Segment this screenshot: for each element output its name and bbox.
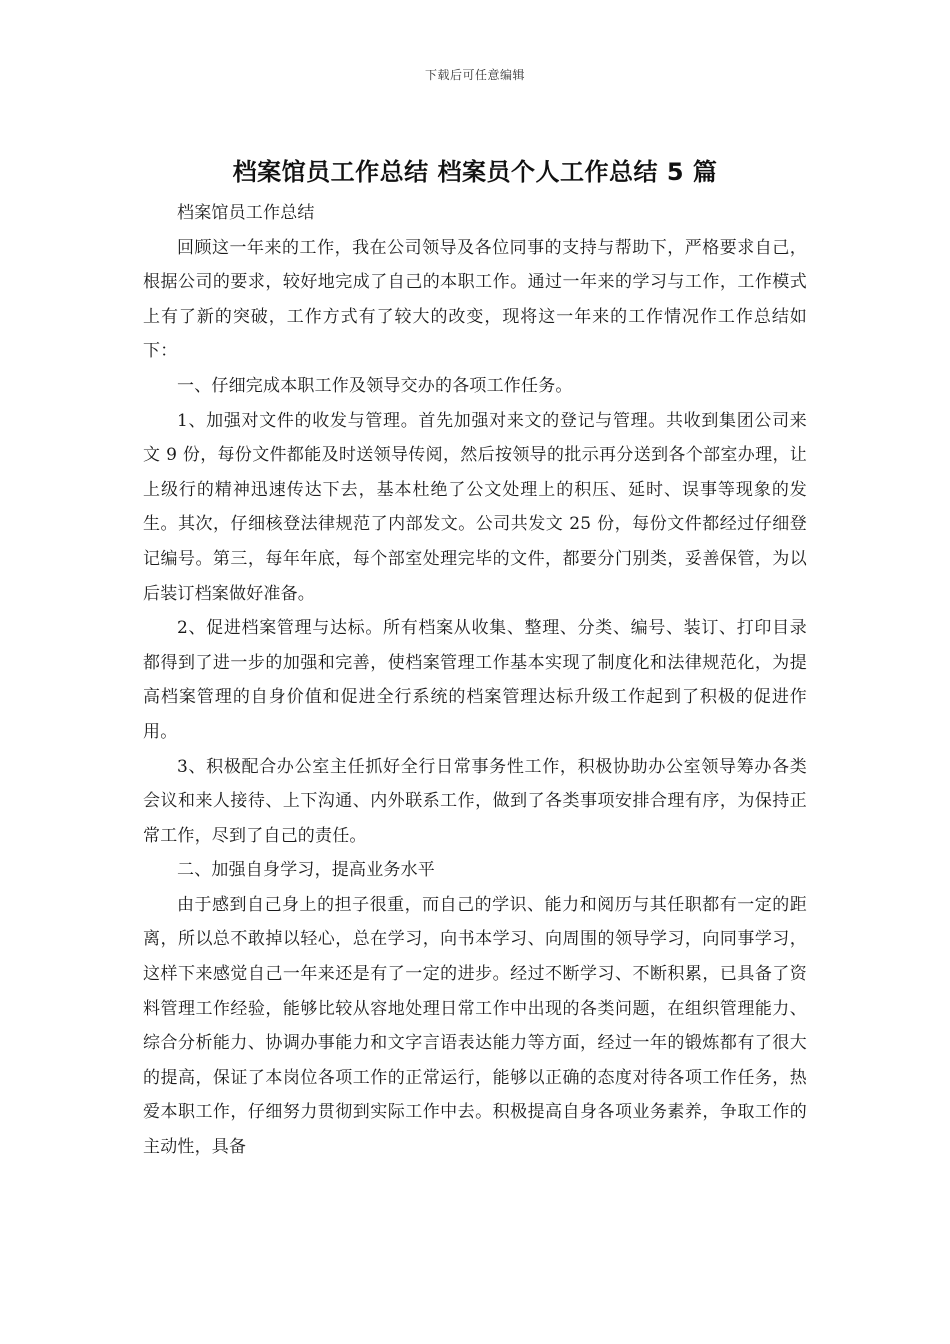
body-paragraph: 2、促进档案管理与达标。所有档案从收集、整理、分类、编号、装订、打印目录都得到了进一步的加强和完善，使档案管理工作基本实现了制度化和法律规范化，为提高档案管理的自身价值和促进全行系统的档案管理达标升级工作起到了积极的促进作用。 bbox=[143, 618, 807, 742]
document-title: 档案馆员工作总结 档案员个人工作总结 5 篇 bbox=[232, 158, 718, 186]
body-paragraph: 由于感到自己身上的担子很重，而自己的学识、能力和阅历与其任职都有一定的距离，所以总不敢掉以轻心，总在学习，向书本学习、向周围的领导学习，向同事学习，这样下来感觉自己一年来还是有了一定的进步。经过不断学习、不断积累，已具备了资料管理工作经验，能够比较从容地处理日常工作中出现的各类问题，在组织管理能力、综合分析能力、协调办事能力和文字言语表达能力等方面，经过一年的锻炼都有了很大的提高，保证了本岗位各项工作的正常运行，能够以正确的态度对待各项工作任务，热爱本职工作，仔细努力贯彻到实际工作中去。积极提高自身各项业务素养，争取工作的主动性，具备 bbox=[143, 894, 807, 1158]
section-heading: 一、仔细完成本职工作及领导交办的各项工作任务。 bbox=[177, 375, 573, 396]
body-paragraph: 3、积极配合办公室主任抓好全行日常事务性工作，积极协助办公室领导筹办各类会议和来人接待、上下沟通、内外联系工作，做到了各类事项安排合理有序，为保持正常工作，尽到了自己的责任。 bbox=[143, 756, 807, 846]
header-note: 下载后可任意编辑 bbox=[424, 68, 525, 82]
subtitle-paragraph: 档案馆员工作总结 bbox=[177, 203, 315, 223]
body-paragraph: 1、加强对文件的收发与管理。首先加强对来文的登记与管理。共收到集团公司来文 9 份，每份文件都能及时送领导传阅，然后按领导的批示再分送到各个部室办理，让上级行的精神迅速传达下去，基本杜绝了公文处理上的积压、延时、误事等现象的发生。其次，仔细核登法律规范了内部发文。公司共发文 25 份，每份文件都经过仔细登记编号。第三，每年年底，每个部室处理完毕的文件，都要分门别类，妥善保管，为以后装订档案做好准备。 bbox=[143, 410, 807, 604]
section-heading: 二、加强自身学习，提高业务水平 bbox=[177, 860, 435, 881]
document-body bbox=[143, 196, 807, 1165]
body-paragraph: 回顾这一年来的工作，我在公司领导及各位同事的支持与帮助下，严格要求自己，根据公司的要求，较好地完成了自己的本职工作。通过一年来的学习与工作，工作模式上有了新的突破，工作方式有了较大的改变，现将这一年来的工作情况作工作总结如下： bbox=[143, 237, 807, 362]
